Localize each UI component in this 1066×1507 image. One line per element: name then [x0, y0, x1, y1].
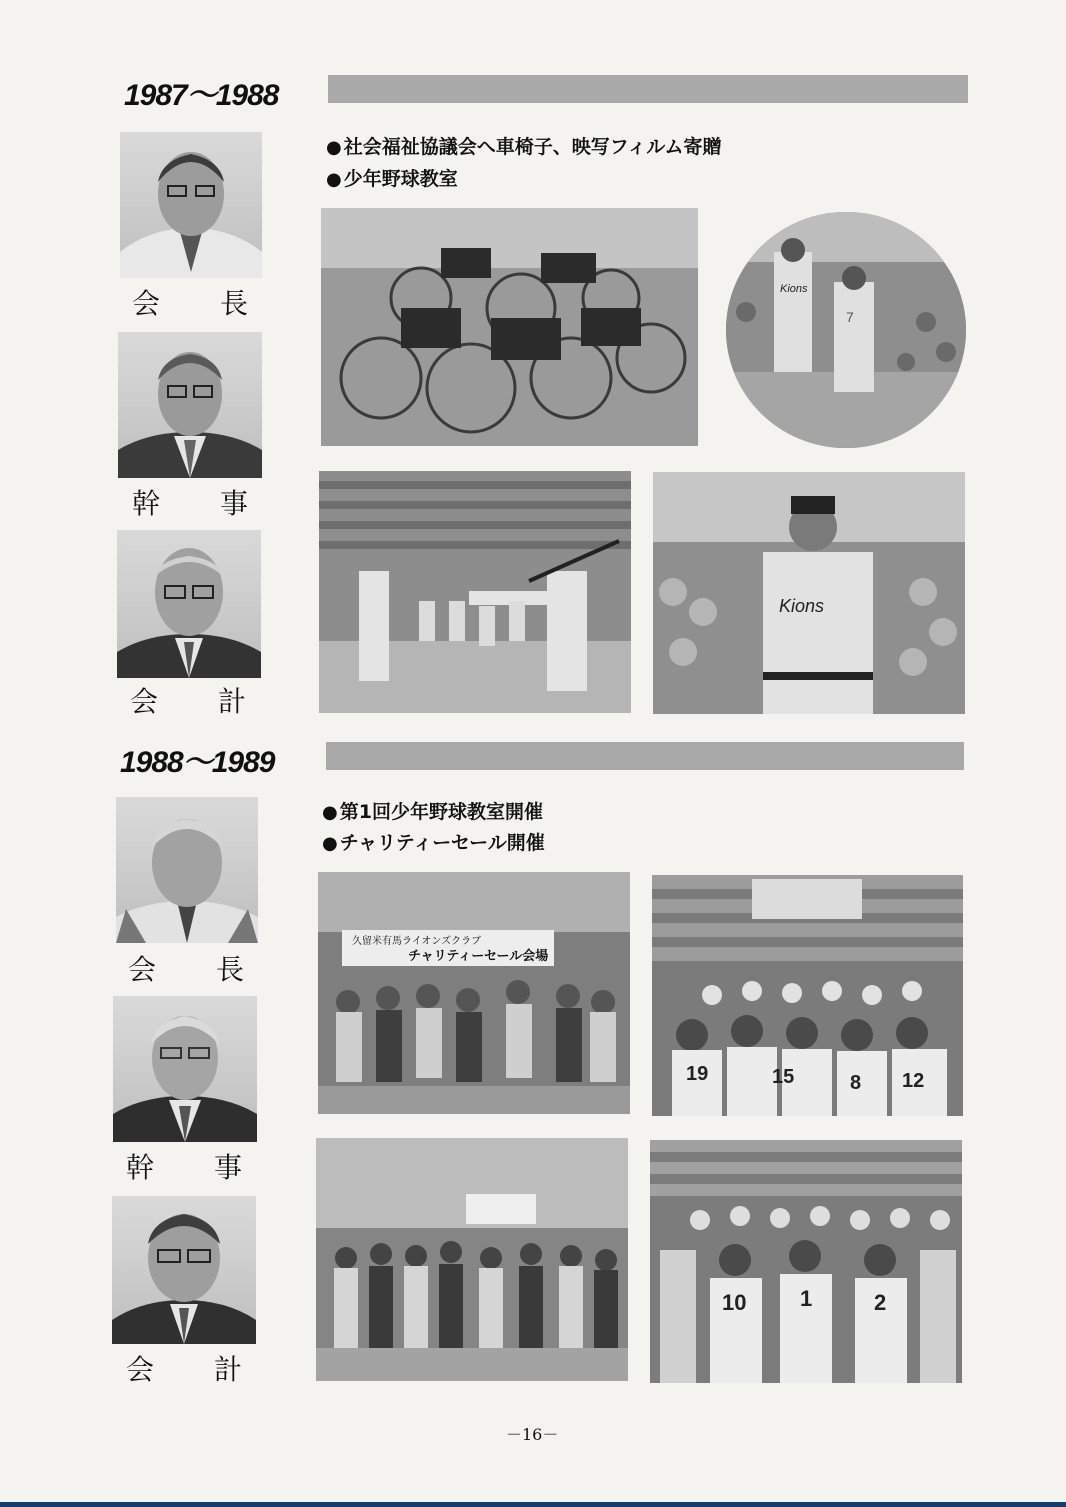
- section-2-header-bar: [326, 742, 964, 770]
- officer-portrait-president-2: [116, 797, 258, 943]
- section-2-bullet-2: [322, 828, 545, 859]
- section-1-bullet-1: [326, 132, 721, 163]
- bullet-dot: ●: [326, 137, 342, 158]
- uniform-text: Kions: [780, 283, 808, 295]
- officer-role-president: 会 長: [132, 287, 248, 320]
- section-1-year: 1987～1988: [124, 79, 279, 112]
- officer-portrait-secretary-2: [113, 996, 257, 1142]
- officer-role-secretary: 幹 事: [132, 487, 248, 520]
- banner-line-2: チャリティーセール会場: [408, 949, 549, 964]
- jersey-number: 10: [722, 1290, 747, 1315]
- banner-line-1: 久留米有馬ライオンズクラブ: [352, 936, 482, 947]
- photo-kids-gathering: [650, 1140, 962, 1383]
- bullet-text: 社会福祉協議会へ車椅子、映写フィルム寄贈: [343, 136, 722, 158]
- section-2-bullet-1: [322, 797, 543, 828]
- bullet-dot: ●: [322, 802, 338, 823]
- section-1-header-bar: [328, 75, 968, 103]
- bullet-text: チャリティーセール開催: [339, 832, 545, 854]
- officer-role-secretary-2: 幹 事: [126, 1151, 242, 1184]
- photo-baseball-coach-circle: [726, 212, 966, 448]
- bottom-edge: [0, 1502, 1066, 1507]
- jersey-number: 19: [686, 1063, 709, 1085]
- officer-portrait-treasurer-2: [112, 1196, 256, 1344]
- jersey-number: 8: [850, 1072, 862, 1094]
- officer-portrait-treasurer: [117, 530, 261, 678]
- uniform-text: Kions: [779, 596, 825, 616]
- officer-role-president-2: 会 長: [128, 953, 244, 986]
- jersey-number: 12: [902, 1070, 925, 1092]
- jersey-number: 7: [846, 309, 854, 325]
- bullet-text: 少年野球教室: [343, 168, 458, 190]
- photo-coach-speaking: [653, 472, 965, 714]
- photo-charity-sale-banner: [318, 872, 630, 1114]
- bullet-text: 第1回少年野球教室開催: [339, 801, 543, 823]
- officer-portrait-president: [120, 132, 262, 278]
- photo-wheelchairs: [321, 208, 698, 446]
- photo-charity-sale-crowd: [316, 1138, 628, 1381]
- jersey-number: 1: [800, 1286, 813, 1311]
- jersey-number: 15: [772, 1066, 795, 1088]
- officer-role-treasurer-2: 会 計: [126, 1353, 242, 1386]
- bullet-dot: ●: [326, 169, 342, 190]
- page-number: －16－: [506, 1425, 559, 1444]
- section-2-year: 1988～1989: [120, 746, 275, 779]
- section-1-bullet-2: [326, 164, 458, 195]
- officer-role-treasurer: 会 計: [130, 685, 246, 718]
- bullet-dot: ●: [322, 833, 338, 854]
- photo-batting-practice: [319, 471, 631, 713]
- officer-portrait-secretary: [118, 332, 262, 478]
- jersey-number: 2: [874, 1290, 887, 1315]
- photo-kids-team-numbers: [652, 875, 963, 1116]
